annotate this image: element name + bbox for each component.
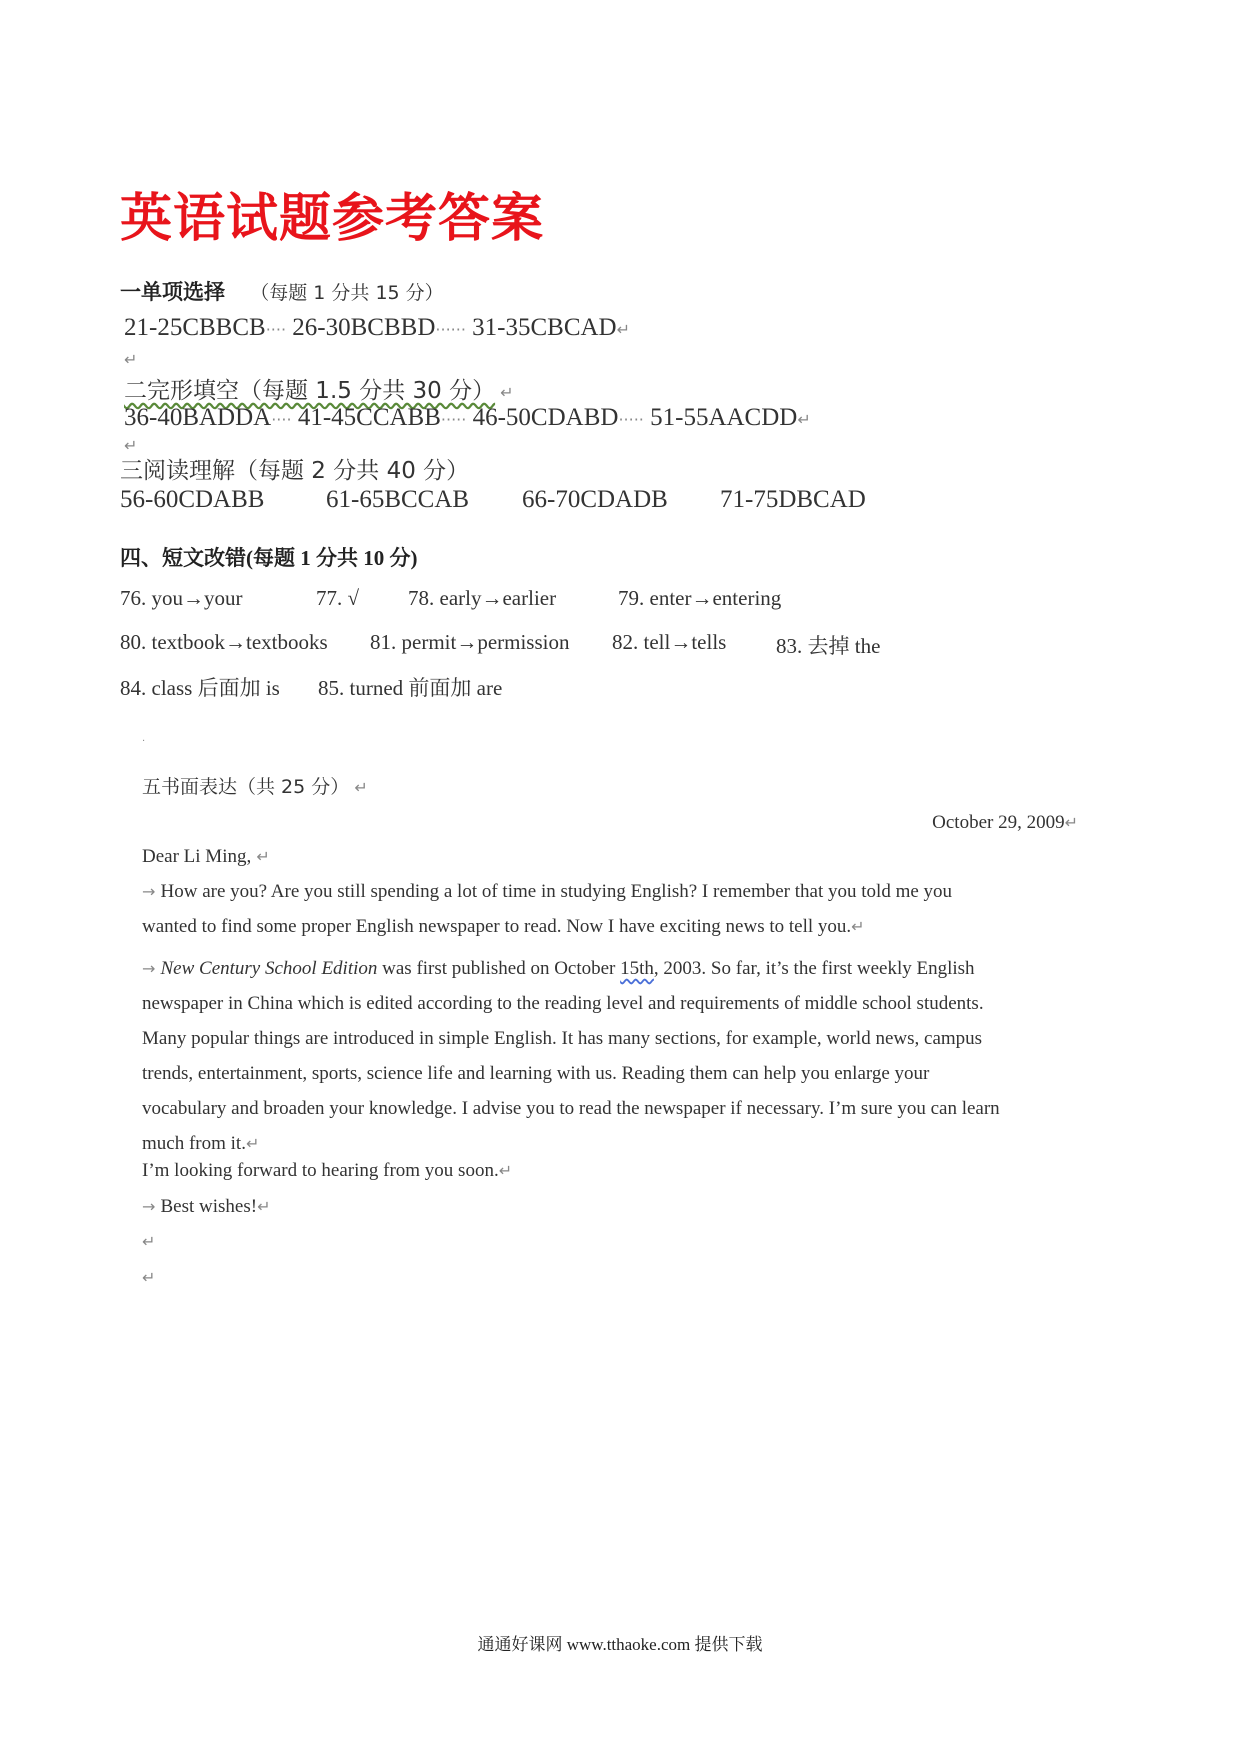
letter-paragraph-1 xyxy=(142,881,1082,938)
correction-item: 84. class 后面加 is xyxy=(120,676,280,700)
letter-line: wanted to find some proper English newspaper to read. Now I have exciting news to tell you. xyxy=(142,916,852,937)
section-1-answers: 21-25CBBCB···· 26-30BCBBD······ 31-35CBCAD↵ xyxy=(124,314,631,341)
letter-line: much from it. xyxy=(142,1133,246,1154)
correction-item: 82. tell→tells xyxy=(612,630,727,654)
tab-arrow-icon: → xyxy=(142,882,161,901)
paragraph-mark-icon: ↵ xyxy=(142,1232,156,1251)
correction-item: 80. textbook→textbooks xyxy=(120,630,328,654)
paragraph-mark-icon: ↵ xyxy=(1064,813,1078,832)
tab-arrow-icon: → xyxy=(142,959,161,978)
correction-item: 81. permit→permission xyxy=(370,630,570,654)
paragraph-mark-icon: ↵ xyxy=(797,410,811,429)
paragraph-mark-icon: ↵ xyxy=(616,320,631,339)
section-5-heading-row xyxy=(142,772,368,799)
correction-item: 77. √ xyxy=(316,586,360,610)
section-1-note: （每题 1 分共 15 分） xyxy=(250,282,444,304)
letter-date: October 29, 2009 xyxy=(932,812,1065,833)
answer-group: 51-55AACDD xyxy=(650,404,798,431)
paragraph-mark-icon: ↵ xyxy=(142,1268,156,1287)
dot-mark: · xyxy=(142,736,146,747)
letter-text: , 2003. So far, it’s the first weekly English xyxy=(653,958,975,979)
answer-group: 26-30BCBBD xyxy=(292,314,436,341)
section-5-heading: 五书面表达（共 25 分） xyxy=(142,776,350,798)
letter-signoff-row xyxy=(142,1196,270,1218)
letter-salutation: Dear Li Ming, xyxy=(142,846,252,867)
correction-item: 85. turned 前面加 are xyxy=(318,676,503,700)
letter-line: vocabulary and broaden your knowledge. I advise you to read the newspaper if necessary. I’m sure you can learn xyxy=(142,1098,1000,1119)
letter-date-ordinal: 15th xyxy=(620,958,654,979)
page-footer: 通通好课网 www.tthaoke.com 提供下载 xyxy=(477,1635,763,1654)
answer-group: 56-60CDABB xyxy=(120,486,265,513)
section-2-answers: 36-40BADDA···· 41-45CCABB····· 46-50CDABD····· 51-55AACDD↵ xyxy=(124,404,811,431)
letter-line: trends, entertainment, sports, science life and learning with us. Reading them can help you enlarge your xyxy=(142,1063,930,1084)
section-1-heading-row xyxy=(120,276,444,306)
answer-group: 61-65BCCAB xyxy=(326,486,470,513)
letter-paragraph-2 xyxy=(142,951,1082,1161)
correction-item: 76. you→your xyxy=(120,586,243,610)
section-2-heading: 二完形填空（每题 1.5 分共 30 分） xyxy=(124,378,496,404)
paragraph-mark-icon: ↵ xyxy=(257,1197,271,1216)
answer-group: 46-50CDABD xyxy=(472,404,619,431)
paragraph-mark-icon: ↵ xyxy=(251,847,270,866)
answer-group: 36-40BADDA xyxy=(124,404,272,431)
correction-item: 79. enter→entering xyxy=(618,586,782,610)
paragraph-mark-icon: ↵ xyxy=(124,436,138,455)
letter-salutation-row xyxy=(142,846,270,868)
section-1-heading: 一单项选择 xyxy=(120,280,225,304)
letter-line: How are you? Are you still spending a lot of time in studying English? I remember that you told me you xyxy=(160,881,953,902)
letter-line: newspaper in China which is edited according to the reading level and requirements of middle school students. xyxy=(142,993,984,1014)
letter-text: was first published on October xyxy=(377,958,621,979)
answer-group: 21-25CBBCB xyxy=(124,314,266,341)
section-4-heading: 四、短文改错(每题 1 分共 10 分) xyxy=(120,546,418,570)
answer-group: 71-75DBCAD xyxy=(720,486,866,513)
answer-group: 41-45CCABB xyxy=(297,404,441,431)
section-2-heading-row xyxy=(124,372,514,405)
newspaper-title: New Century School Edition xyxy=(160,958,378,979)
letter-signoff: Best wishes! xyxy=(160,1196,258,1217)
answer-group: 66-70CDADB xyxy=(522,486,668,513)
letter-closing-row xyxy=(142,1160,512,1182)
answer-group: 31-35CBCAD xyxy=(472,314,617,341)
section-3-heading: 三阅读理解（每题 2 分共 40 分） xyxy=(120,458,470,484)
correction-item: 83. 去掉 the xyxy=(776,634,881,658)
correction-item: 78. early→earlier xyxy=(408,586,557,610)
letter-date-row xyxy=(932,812,1078,834)
tab-arrow-icon: → xyxy=(142,1197,161,1216)
paragraph-mark-icon: ↵ xyxy=(349,778,368,797)
paragraph-mark-icon: ↵ xyxy=(124,350,138,369)
paragraph-mark-icon: ↵ xyxy=(498,1161,513,1180)
paragraph-mark-icon: ↵ xyxy=(851,917,865,936)
page-title: 英语试题参考答案 xyxy=(120,189,545,249)
paragraph-mark-icon: ↵ xyxy=(245,1134,260,1153)
letter-closing: I’m looking forward to hearing from you soon. xyxy=(142,1160,499,1181)
letter-line: Many popular things are introduced in simple English. It has many sections, for example, world news, campus xyxy=(142,1028,983,1049)
paragraph-mark-icon: ↵ xyxy=(495,383,514,402)
